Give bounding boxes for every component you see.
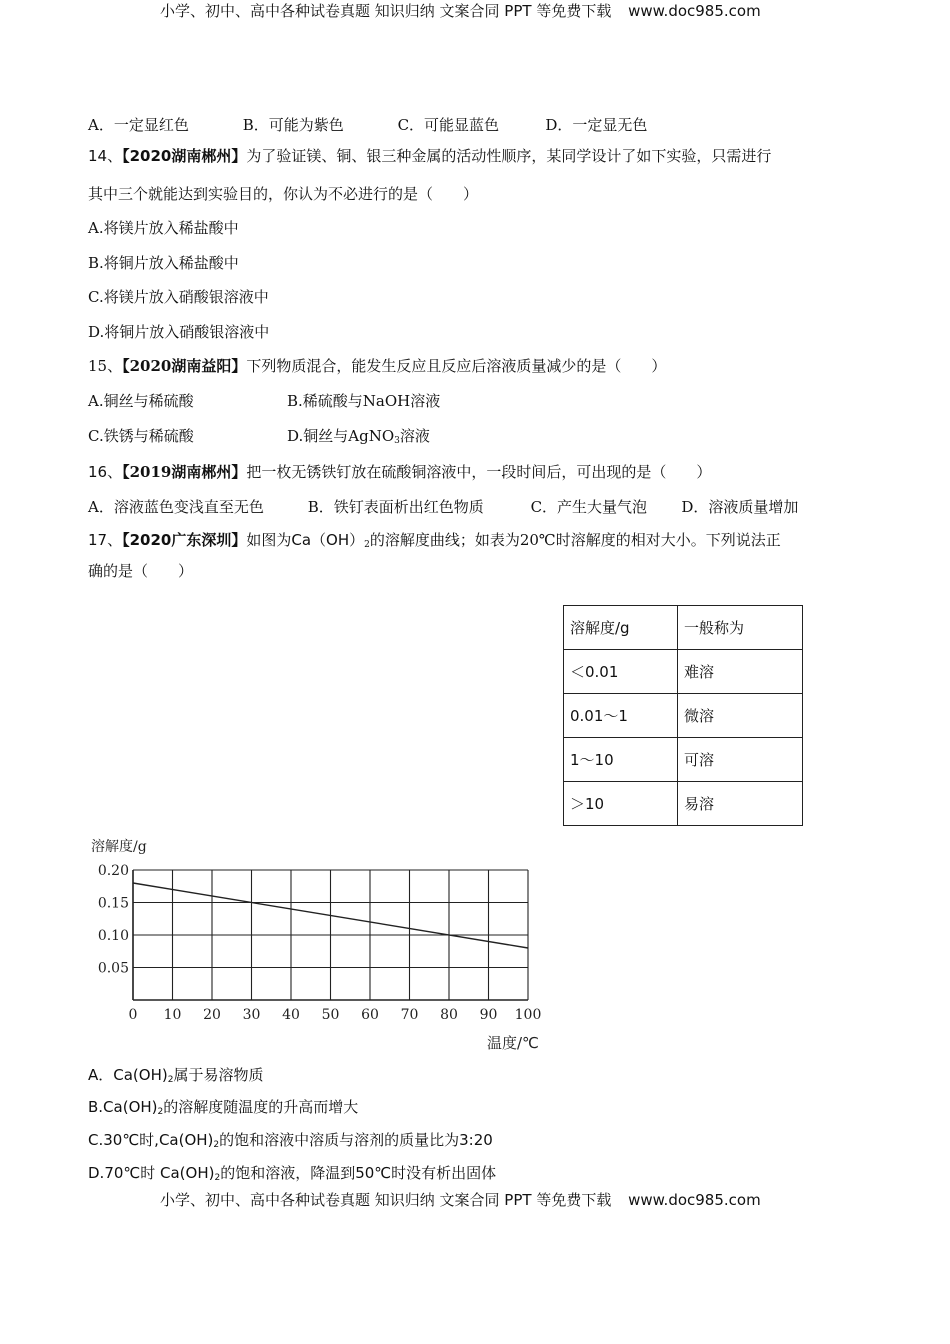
q17-option-d-post: 的饱和溶液，降温到50℃时没有析出固体 [220,1164,497,1182]
q17-option-c-post: 的饱和溶液中溶质与溶剂的质量比为3:20 [219,1131,493,1149]
page-footer [160,1193,761,1208]
q17-option-b-sub: 2 [157,1107,164,1117]
q16-stem-text: 把一枚无锈铁钉放在硫酸铜溶液中，一段时间后，可出现的是（ ） [246,463,712,481]
header-site-link[interactable]: www.doc985.com [628,2,761,20]
q14-stem2: 其中三个就能达到实验目的，你认为不必进行的是（ ） [88,185,479,203]
q15-option-b: B.稀硫酸与NaOH溶液 [287,392,441,410]
footer-text: 小学、初中、高中各种试卷真题 知识归纳 文案合同 PPT 等免费下载 [160,1191,612,1209]
q14-source-tag: 【2020湖南郴州】 [122,147,247,165]
q15-stem [88,359,666,374]
q15-option-d-pre: D.铜丝与 [287,427,349,445]
q17-number: 17、 [88,531,123,549]
q13-option-c: C．可能显蓝色 [397,116,500,134]
q16-option-a: A．溶液蓝色变浅直至无色 [88,498,264,516]
q17-option-a-post: 属于易溶物质 [173,1066,264,1084]
q17-option-b [88,1100,358,1117]
page-header [160,4,761,19]
y-tick-label: 0.10 [97,928,129,944]
y-tick-label: 0.20 [97,863,129,879]
q14-stem-line1 [88,149,771,164]
q17-option-b-pre: B.Ca(OH) [88,1098,158,1116]
x-tick-label: 70 [400,1007,419,1023]
q16-stem [88,465,711,480]
table-cell: 可溶 [678,738,803,782]
q16-number: 16、 [88,463,123,481]
q14-stem1: 为了验证镁、铜、银三种金属的活动性顺序，某同学设计了如下实验，只需进行 [246,147,772,165]
q17-option-b-post: 的溶解度随温度的升高而增大 [163,1098,359,1116]
chart-grid [133,870,528,1000]
x-tick-label: 60 [361,1007,379,1023]
q17-source-tag: 【2020广东深圳】 [122,531,247,549]
q16-source-tag: 【2019湖南郴州】 [122,463,247,481]
q15-number: 15、 [88,357,123,375]
table-header-solubility: 溶解度/g [564,606,678,650]
q16-option-b: B．铁钉表面析出红色物质 [307,498,484,516]
table-row [564,738,803,782]
table-cell: ＜0.01 [564,650,678,694]
x-tick-label: 80 [440,1007,458,1023]
q17-option-c-sub: 2 [213,1140,220,1150]
q17-option-a-pre: A．Ca(OH) [88,1066,168,1084]
q17-stem-b: 的溶解度曲线；如表为20℃时溶解度的相对大小。下列说法正 [369,531,781,549]
q15-option-d-post: 溶液 [399,427,430,445]
table-cell: 微溶 [678,694,803,738]
q13-option-b: B．可能为紫色 [242,116,344,134]
y-axis-title: 溶解度/g [91,839,147,855]
q17-stem-a: 如图为Ca（OH） [246,531,365,549]
q16-option-d: D．溶液质量增加 [681,498,799,516]
q15-option-d-sub: 3 [394,436,400,446]
q14-number: 14、 [88,147,123,165]
q17-option-d [88,1166,496,1183]
table-cell: 易溶 [678,782,803,826]
table-row [564,606,803,650]
x-axis-title: 温度/℃ [487,1034,539,1052]
table-cell: 难溶 [678,650,803,694]
table-row [564,694,803,738]
solubility-table [563,605,803,826]
x-tick-label: 20 [203,1007,221,1023]
q14-option-c: C.将镁片放入硝酸银溶液中 [88,288,269,306]
header-text: 小学、初中、高中各种试卷真题 知识归纳 文案合同 PPT 等免费下载 [160,2,612,20]
q13-option-d: D．一定显无色 [545,116,648,134]
q15-option-a: A.铜丝与稀硫酸 [88,392,194,410]
q15-option-c: C.铁锈与稀硫酸 [88,427,194,445]
q17-option-a-sub: 2 [167,1075,174,1085]
x-tick-label: 50 [321,1007,340,1023]
q17-option-a [88,1068,263,1085]
q17-stem-line1 [88,533,781,550]
q13-options [88,118,647,133]
q15-source-tag: 【2020湖南益阳】 [122,357,247,375]
q16-option-c: C．产生大量气泡 [530,498,648,516]
q17-option-c [88,1133,493,1150]
q17-stem-sub: 2 [364,540,370,550]
table-row [564,782,803,826]
q17-stem2: 确的是（ ） [88,562,194,580]
table-cell: 0.01～1 [564,694,678,738]
footer-site-link[interactable]: www.doc985.com [628,1191,761,1209]
q15-stem-text: 下列物质混合，能发生反应且反应后溶液质量减少的是（ ） [246,357,667,375]
q14-option-d: D.将铜片放入硝酸银溶液中 [88,323,270,341]
q15-option-d [287,429,430,446]
solubility-chart [80,830,560,1060]
q13-option-a: A．一定显红色 [88,116,189,134]
table-row [564,650,803,694]
y-tick-label: 0.15 [97,895,129,912]
q15-option-d-chem: AgNO [348,427,395,445]
x-tick-label: 90 [479,1007,498,1023]
x-tick-label: 40 [282,1007,300,1023]
x-tick-label: 0 [128,1007,138,1023]
q14-option-b: B.将铜片放入稀盐酸中 [88,254,239,272]
table-header-name: 一般称为 [678,606,803,650]
x-tick-label: 10 [163,1007,182,1023]
x-tick-label: 30 [242,1007,261,1023]
q14-option-a: A.将镁片放入稀盐酸中 [88,219,239,237]
table-cell: ＞10 [564,782,678,826]
table-cell: 1～10 [564,738,678,782]
y-tick-label: 0.05 [97,960,129,977]
q17-option-d-sub: 2 [214,1173,221,1183]
q17-option-c-pre: C.30℃时,Ca(OH) [88,1131,214,1149]
q17-option-d-pre: D.70℃时 Ca(OH) [88,1164,215,1182]
q16-options [88,500,798,515]
x-tick-label: 100 [514,1007,542,1023]
